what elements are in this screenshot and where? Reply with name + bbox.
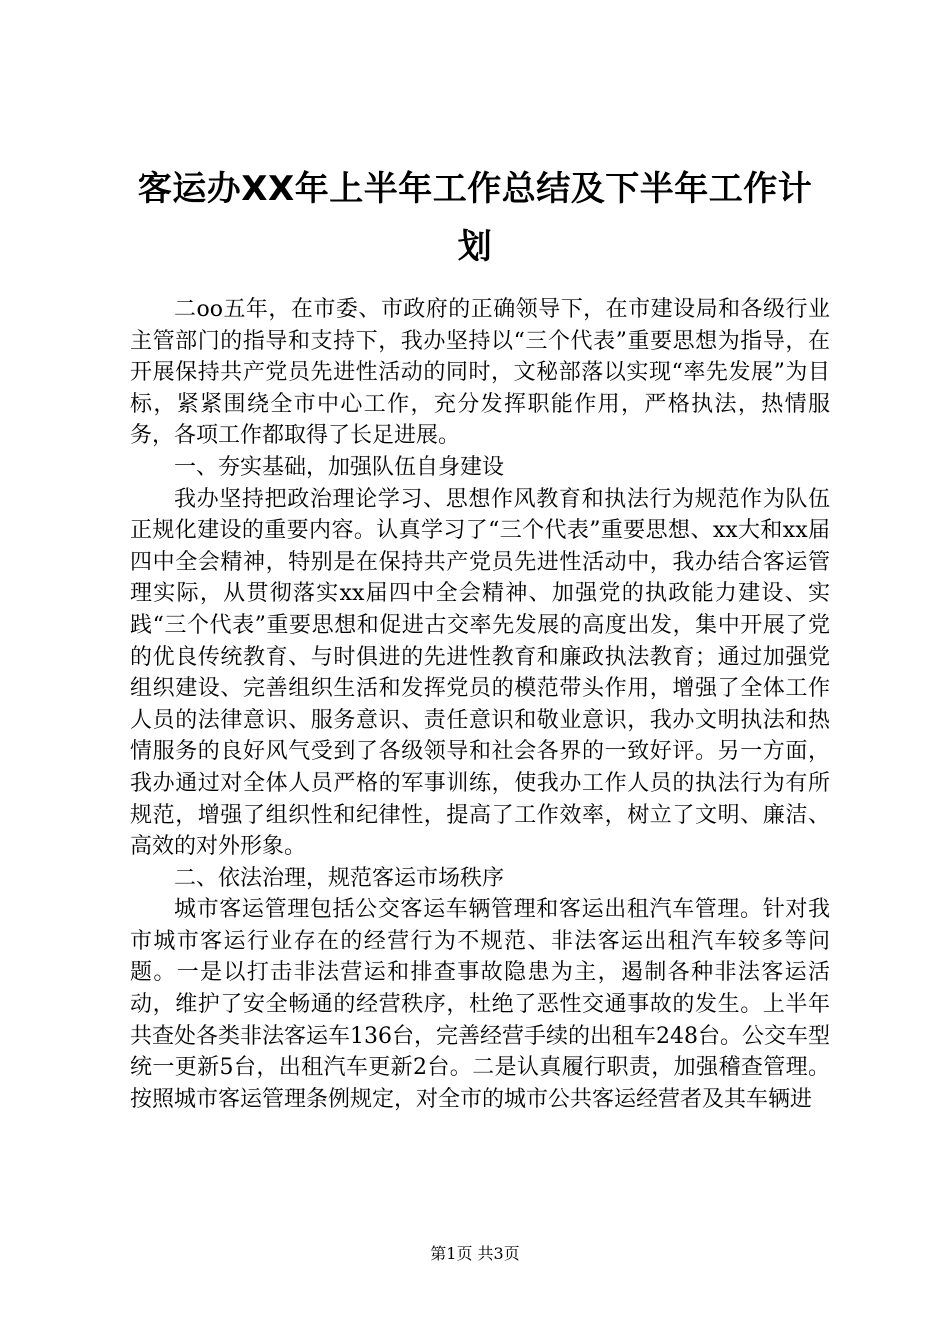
section-2-paragraph: 城市客运管理包括公交客运车辆管理和客运出租汽车管理。针对我市城市客运行业存在的经营行为不规范、非法客运出租汽车较多等问题。一是以打击非法营运和排查事故隐患为主，遏制各种非法客运活动，维护了安全畅通的经营秩序，杜绝了恶性交通事故的发生。上半年共查处各类非法客运车136台，完善经营手续的出租车248台。公交车型统一更新5台，出租汽车更新2台。二是认真履行职责，加强稽查管理。按照城市客运管理条例规定，对全市的城市公共客运经营者及其车辆进 [130,897,830,1112]
page-number-footer: 第1页 共3页 [430,1244,520,1263]
document-title: 客运办XX年上半年工作总结及下半年工作计划 [137,169,813,267]
section-heading-2: 二、依法治理，规范客运市场秩序 [174,865,505,891]
section-1-paragraph: 我办坚持把政治理论学习、思想作风教育和执法行为规范作为队伍正规化建设的重要内容。认真学习了“三个代表”重要思想、xx大和xx届四中全会精神，特别是在保持共产党员先进性活动中，我办结合客运管理实际，从贯彻落实xx届四中全会精神、加强党的执政能力建设、实践“三个代表”重要思想和促进古交率先发展的高度出发，集中开展了党的优良传统教育、与时俱进的先进性教育和廉政执法教育；通过加强党组织建设、完善组织生活和发挥党员的模范带头作用，增强了全体工作人员的法律意识、服务意识、责任意识和敬业意识，我办文明执法和热情服务的良好风气受到了各级领导和社会各界的一致好评。另一方面，我办通过对全体人员严格的军事训练，使我办工作人员的执法行为有所规范，增强了组织性和纪律性，提高了工作效率，树立了文明、廉洁、高效的对外形象。 [130,486,830,860]
document-body [130,294,830,1115]
intro-paragraph: 二oo五年，在市委、市政府的正确领导下，在市建设局和各级行业主管部门的指导和支持下，我办坚持以“三个代表”重要思想为指导，在开展保持共产党员先进性活动的同时，文秘部落以实现“率先发展”为目标，紧紧围绕全市中心工作，充分发挥职能作用，严格执法，热情服务，各项工作都取得了长足进展。 [130,297,830,449]
section-heading-1: 一、夯实基础，加强队伍自身建设 [174,454,505,480]
